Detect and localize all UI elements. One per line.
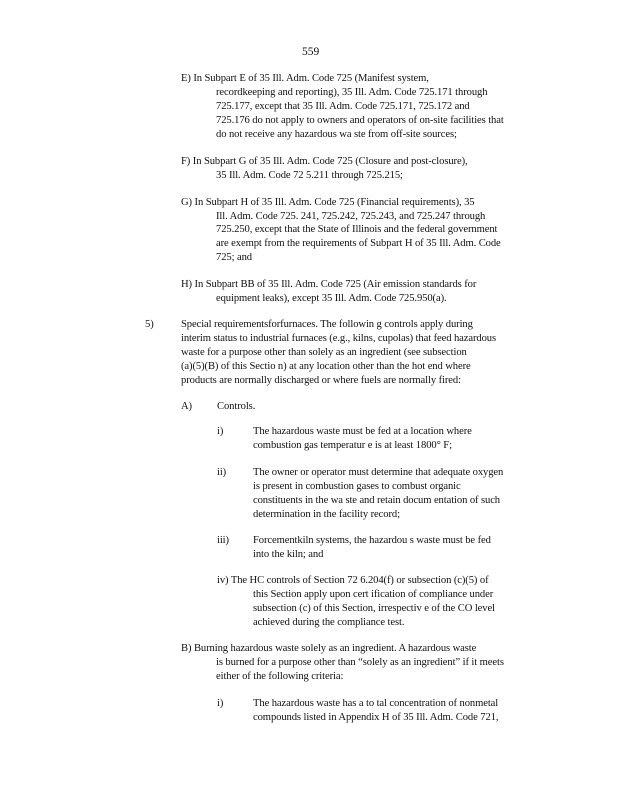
item-a-iv-line-1: iv) The HC controls of Section 72 6.204(f) or subsection (c)(5) of [217,575,489,586]
item-a-ii-line-1: The owner or operator must determine that adequate oxygen [253,467,504,478]
item-a-i-line-1: The hazardous waste must be fed at a location where [253,426,472,437]
item-g-line-2: Ill. Adm. Code 725. 241, 725.242, 725.243, and 725.247 through [216,211,486,222]
item-b-i-label: i) [217,698,224,709]
item-a-i-label: i) [217,426,224,437]
item-e-line-5: do not receive any hazardous wa ste from off-site sources; [216,129,457,140]
item-g-line-3: 725.250, except that the State of Illinois and the federal government [216,224,498,235]
item-5-line-1: Special requirementsforfurnaces. The followin g controls apply during [181,319,473,330]
item-e-line-3: 725.177, except that 35 Ill. Adm. Code 725.171, 725.172 and [216,101,470,112]
item-b-line-1: B) Burning hazardous waste solely as an ingredient. A hazardous waste [181,643,477,654]
item-a-iv-line-2: this Section apply upon cert ification of compliance under [253,589,494,600]
item-a-iii-line-1: Forcementkiln systems, the hazardou s waste must be fed [253,535,491,546]
item-g-line-1: G) In Subpart H of 35 Ill. Adm. Code 725 (Financial requirements), 35 [181,197,475,208]
item-a-iii-line-2: into the kiln; and [253,549,324,560]
item-f-line-1: F) In Subpart G of 35 Ill. Adm. Code 725 (Closure and post-closure), [181,156,468,167]
item-5-line-3: waste for a purpose other than solely as an ingredient (see subsection [181,347,467,358]
item-b-i-line-2: compounds listed in Appendix H of 35 Ill. Adm. Code 721, [253,712,499,723]
item-g-line-4: are exempt from the requirements of Subpart H of 35 Ill. Adm. Code [216,238,501,249]
item-b-line-2: is burned for a purpose other than “solely as an ingredient” if it meets [216,657,504,668]
item-a-ii-line-4: determination in the facility record; [253,509,400,520]
item-f-line-2: 35 Ill. Adm. Code 72 5.211 through 725.215; [216,170,403,181]
item-5-line-2: interim status to industrial furnaces (e.g., kilns, cupolas) that feed hazardous [181,333,497,344]
item-g-line-5: 725; and [216,252,252,263]
item-a-ii-label: ii) [217,467,227,478]
page-number: 559 [302,46,320,58]
item-b-line-3: either of the following criteria: [216,671,344,682]
item-h-line-1: H) In Subpart BB of 35 Ill. Adm. Code 725 (Air emission standards for [181,279,477,290]
item-e-line-2: recordkeeping and reporting), 35 Ill. Adm. Code 725.171 through [216,87,488,98]
item-a-ii-line-3: constituents in the wa ste and retain docum entation of such [253,495,501,506]
item-a-i-line-2: combustion gas temperatur e is at least 1800° F; [253,440,452,451]
item-a-ii-line-2: is present in combustion gases to combust organic [253,481,461,492]
item-a-iv-line-4: achieved during the compliance test. [253,617,405,628]
item-e-line-4: 725.176 do not apply to owners and operators of on-site facilities that [216,115,504,126]
item-a-iv-line-3: subsection (c) of this Section, irrespectiv e of the CO level [253,603,495,614]
item-h-line-2: equipment leaks), except 35 Ill. Adm. Code 725.950(a). [216,293,447,304]
item-5-line-5: products are normally discharged or where fuels are normally fired: [181,375,461,386]
item-a-title: Controls. [217,401,256,412]
item-a-iii-label: iii) [217,535,229,546]
item-5-label: 5) [145,319,154,330]
item-5-line-4: (a)(5)(B) of this Sectio n) at any location other than the hot end where [181,361,471,372]
item-a-label: A) [181,401,192,412]
item-b-i-line-1: The hazardous waste has a to tal concentration of nonmetal [253,698,499,709]
item-e-line-1: E) In Subpart E of 35 Ill. Adm. Code 725 (Manifest system, [181,73,429,84]
